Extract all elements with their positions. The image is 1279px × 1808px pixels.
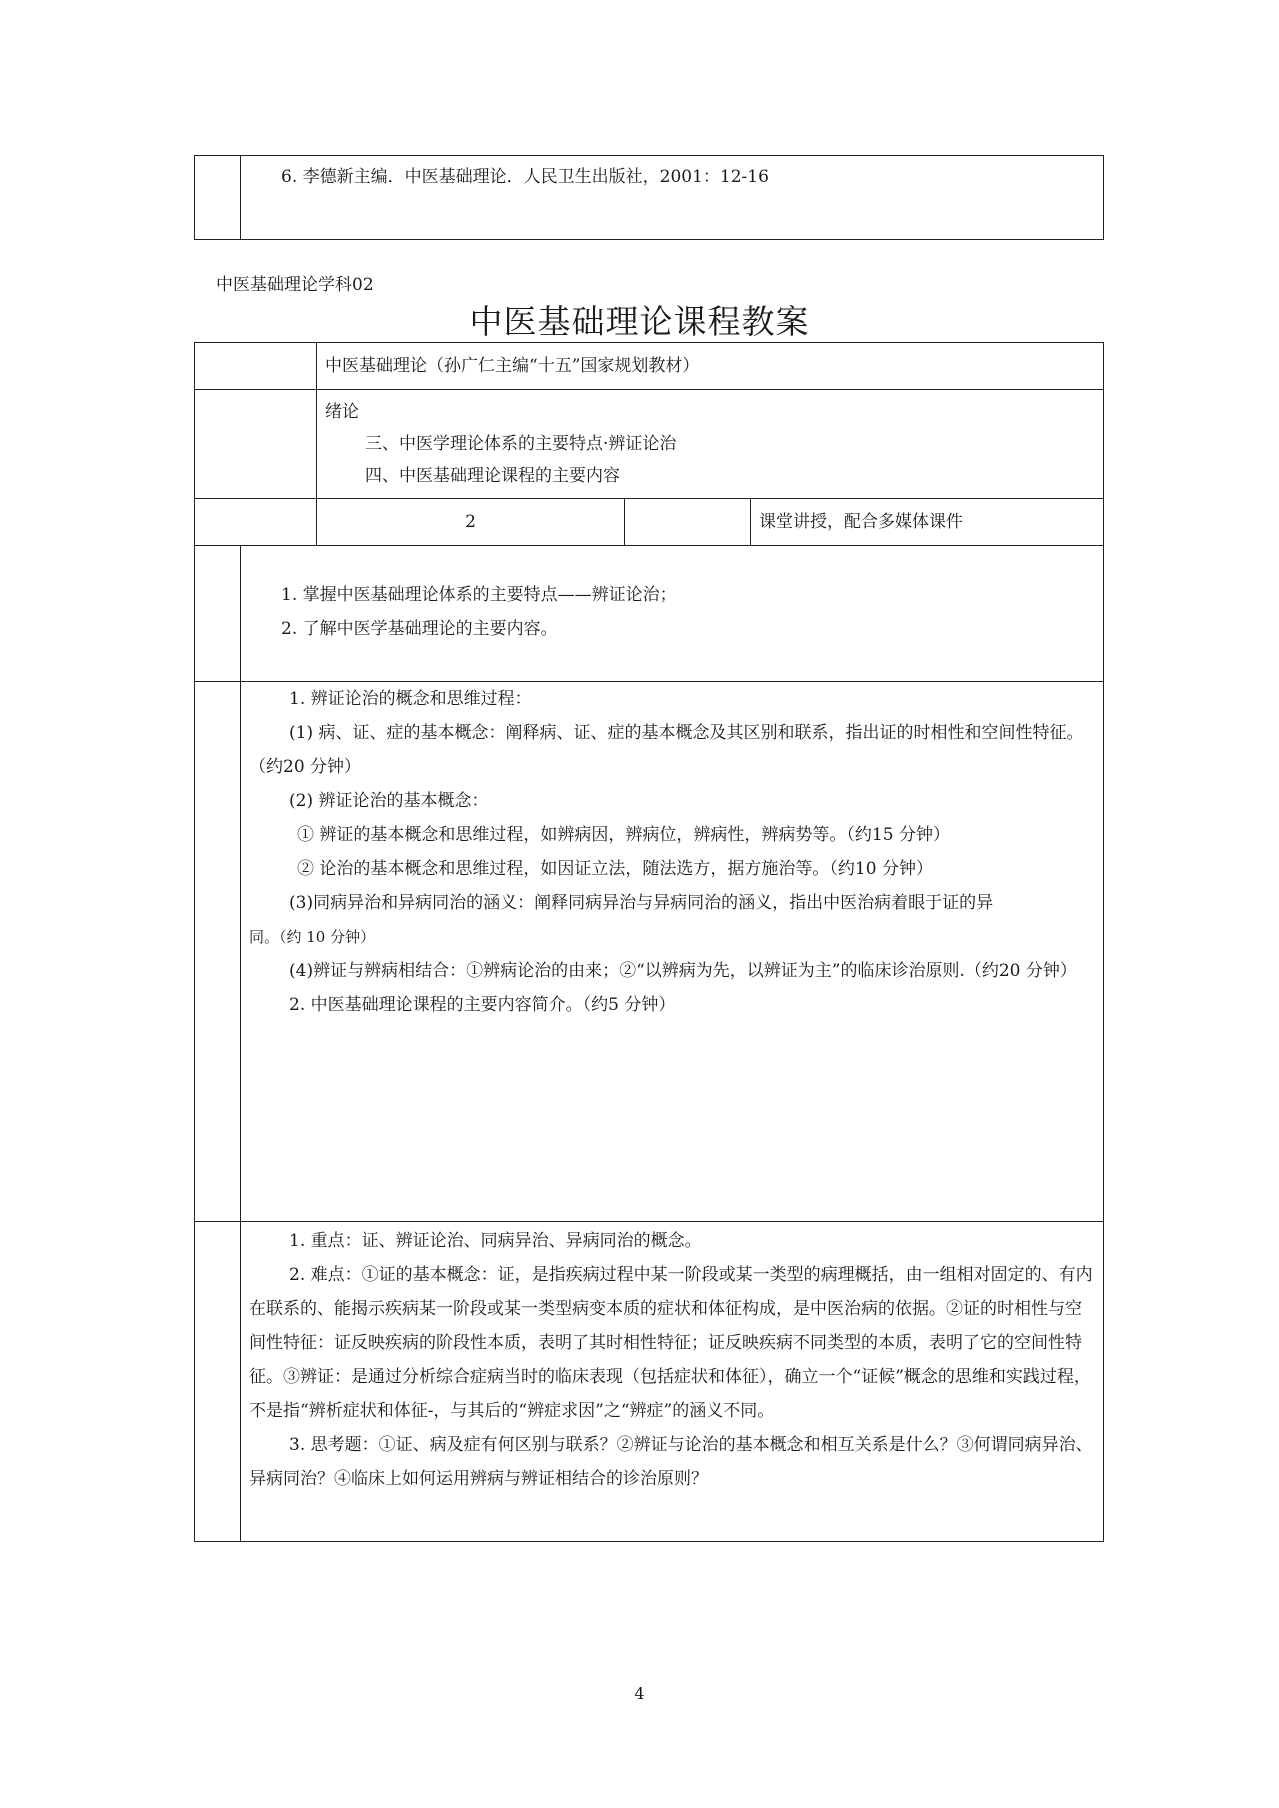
textbook-text: 中医基础理论（孙广仁主编“十五”国家规划教材） <box>325 356 700 376</box>
objective-item: 2. 了解中医学基础理论的主要内容。 <box>281 619 558 639</box>
content-line: ② 论治的基本概念和思维过程，如因证立法，随法选方，据方施治等。（约10 分钟） <box>297 859 933 879</box>
lesson-plan-table <box>194 342 1104 1542</box>
subject-code: 中医基础理论学科02 <box>216 275 374 295</box>
chapter-cell <box>317 390 1104 499</box>
keypoint-line: 1. 重点：证、辨证论治、同病异治、异病同治的概念。 <box>289 1231 702 1251</box>
objective-item: 1. 掌握中医基础理论体系的主要特点——辨证论治； <box>281 585 677 605</box>
content-line: ① 辨证的基本概念和思维过程，如辨病因，辨病位，辨病性，辨病势等。（约15 分钟） <box>297 825 950 845</box>
page-number: 4 <box>634 1684 645 1703</box>
chapter-title: 绪论 <box>325 402 359 422</box>
method-text: 课堂讲授，配合多媒体课件 <box>759 512 963 532</box>
chapter-item: 四、中医基础理论课程的主要内容 <box>365 466 620 486</box>
method-label-cell <box>625 499 751 546</box>
objectives-label-cell <box>195 546 241 682</box>
method-cell <box>751 499 1104 546</box>
chapter-label-cell <box>195 390 317 499</box>
objectives-cell <box>241 546 1104 682</box>
content-line: 1. 辨证论治的概念和思维过程： <box>289 689 532 709</box>
reference-table <box>194 155 1104 240</box>
keypoint-line: 3. 思考题：①证、病及症有何区别与联系？②辨证与论治的基本概念和相互关系是什么？③何谓同病异治、异病同治？④临床上如何运用辨病与辨证相结合的诊治原则？ <box>249 1435 1093 1489</box>
ref-label-cell <box>195 156 241 240</box>
content-cell <box>241 682 1104 1222</box>
textbook-cell <box>317 343 1104 390</box>
document-title: 中医基础理论课程教案 <box>469 302 810 341</box>
hours-cell <box>317 499 625 546</box>
content-line: (4)辨证与辨病相结合：①辨病论治的由来；②“以辨病为先，以辨证为主”的临床诊治原则.（约20 分钟） <box>289 961 1077 981</box>
content-label-cell <box>195 682 241 1222</box>
hours-label-cell <box>195 499 317 546</box>
keypoints-label-cell <box>195 1222 241 1542</box>
keypoint-line: 2. 难点：①证的基本概念：证，是指疾病过程中某一阶段或某一类型的病理概括，由一组相对固定的、有内在联系的、能揭示疾病某一阶段或某一类型病变本质的症状和体征构成，是中医治病的依据。②证的时相性与空间性特征：证反映疾病的阶段性本质，表明了其时相性特征；证反映疾病不同类型的本质，表明了它的空间性特征。③辨证：是通过分析综合症病当时的临床表现（包括症状和体征），确立一个“证候”概念的思维和实践过程，不是指“辨析症状和体征-，与其后的“辨症求因”之“辨症”的涵义不同。 <box>249 1265 1093 1421</box>
keypoints-cell <box>241 1222 1104 1542</box>
ref-content-cell <box>241 156 1104 240</box>
content-line: 同。（约 10 分钟） <box>249 928 376 946</box>
content-line: (1) 病、证、症的基本概念：阐释病、证、症的基本概念及其区别和联系，指出证的时相性和空间性特征。（约20 分钟） <box>249 723 1084 777</box>
content-line: (2) 辨证论治的基本概念： <box>289 791 489 811</box>
reference-item: 6. 李德新主编．中医基础理论．人民卫生出版社，2001：12-16 <box>281 167 769 187</box>
textbook-label-cell <box>195 343 317 390</box>
content-line: (3)同病异治和异病同治的涵义：阐释同病异治与异病同治的涵义，指出中医治病着眼于证的异 <box>289 893 994 913</box>
hours-value: 2 <box>465 512 476 532</box>
content-line: 2. 中医基础理论课程的主要内容简介。（约5 分钟） <box>289 995 676 1015</box>
chapter-item: 三、中医学理论体系的主要特点·辨证论治 <box>365 434 677 454</box>
